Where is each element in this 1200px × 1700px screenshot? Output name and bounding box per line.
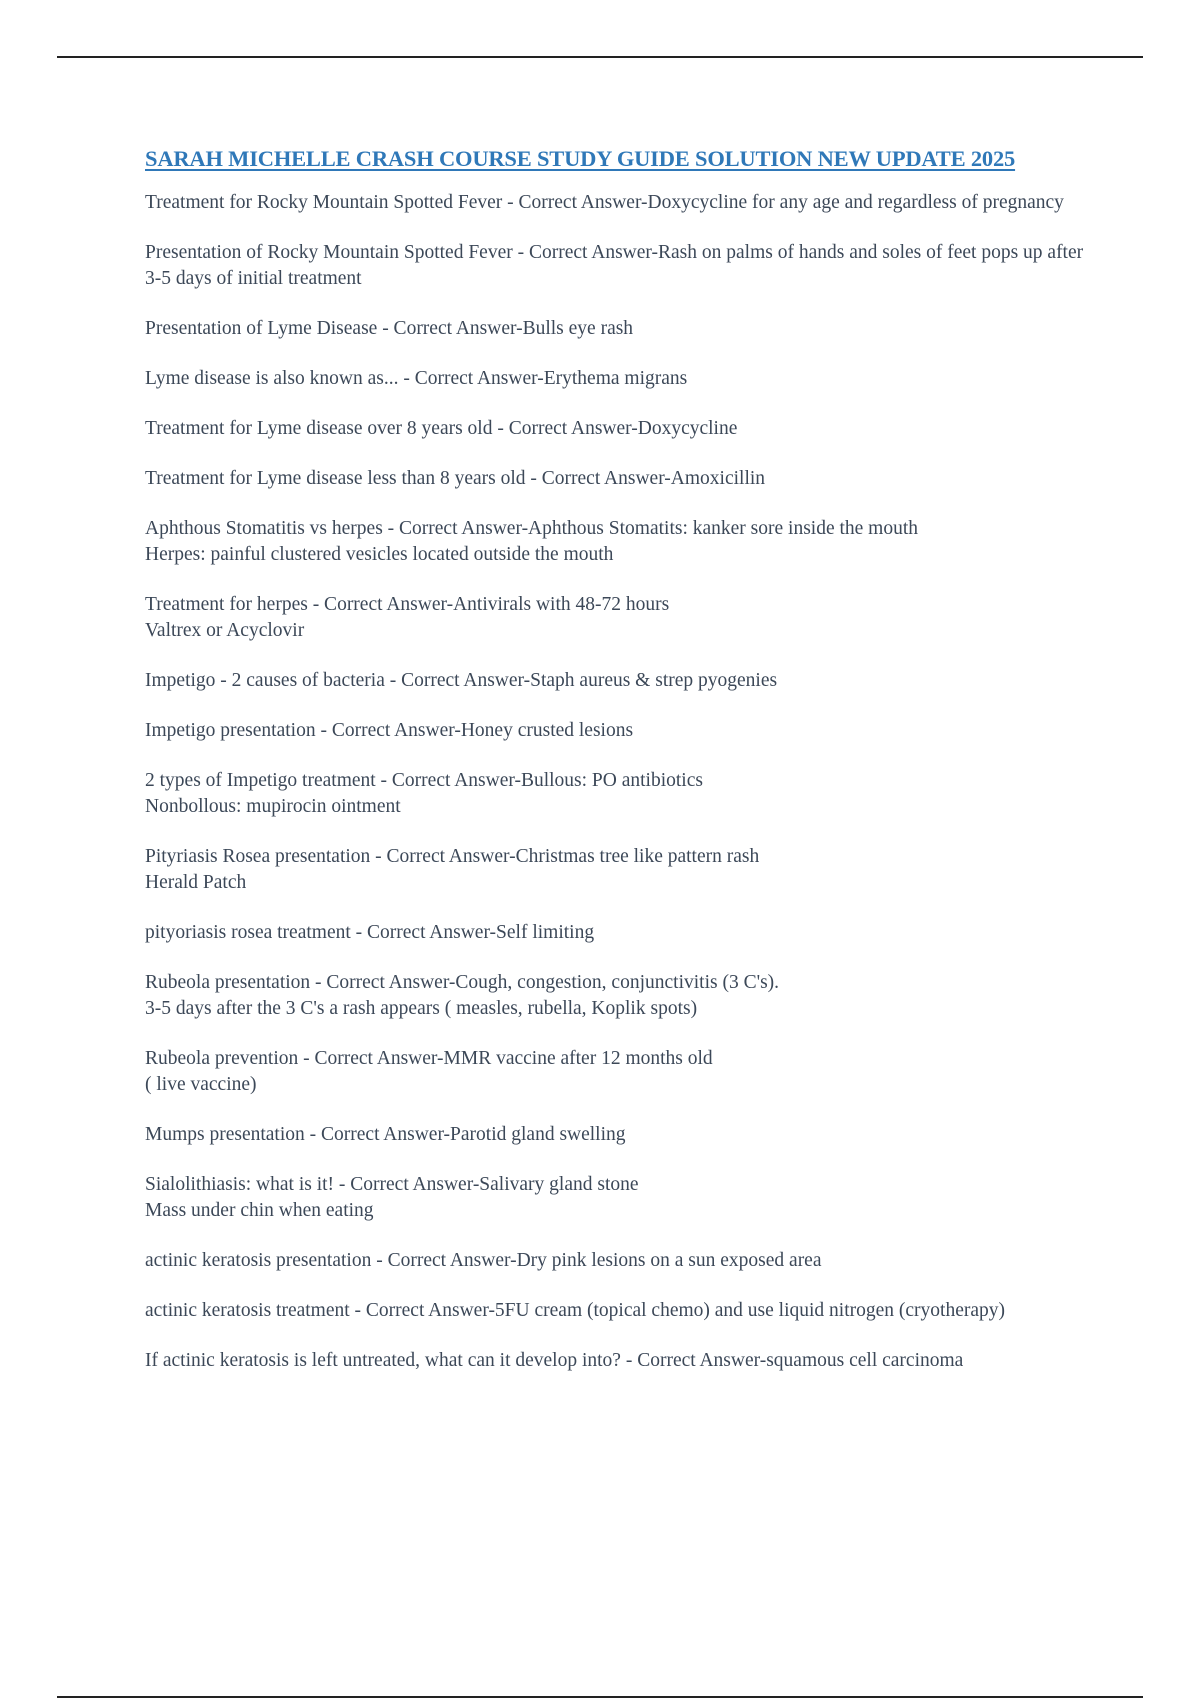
qa-item [145,1348,1088,1374]
qa-text: Treatment for Lyme disease over 8 years old - Correct Answer-Doxycycline [145,418,738,439]
qa-text: If actinic keratosis is left untreated, what can it develop into? - Correct Answer-squamous cell carcinoma [145,1350,964,1371]
qa-text-continued: Herpes: painful clustered vesicles located outside the mouth [145,544,614,565]
qa-text: Impetigo presentation - Correct Answer-Honey crusted lesions [145,720,634,741]
qa-text: Pityriasis Rosea presentation - Correct Answer-Christmas tree like pattern rash [145,846,760,867]
qa-text: Mumps presentation - Correct Answer-Parotid gland swelling [145,1124,626,1145]
qa-item [145,240,1088,292]
document-body [145,144,1088,1398]
qa-item [145,1172,1088,1224]
qa-list [145,190,1088,1374]
qa-item [145,768,1088,820]
header-rule [57,56,1143,58]
qa-item [145,718,1088,744]
footer-rule [57,1696,1143,1698]
qa-item [145,668,1088,694]
qa-item [145,920,1088,946]
qa-text: Presentation of Lyme Disease - Correct Answer-Bulls eye rash [145,318,634,339]
qa-item [145,844,1088,896]
qa-item [145,316,1088,342]
qa-text: actinic keratosis presentation - Correct Answer-Dry pink lesions on a sun exposed area [145,1250,822,1271]
qa-item [145,416,1088,442]
qa-text-continued: Nonbollous: mupirocin ointment [145,796,401,817]
qa-text-continued: ( live vaccine) [145,1074,257,1095]
qa-item [145,1046,1088,1098]
qa-item [145,1248,1088,1274]
qa-text: Impetigo - 2 causes of bacteria - Correct Answer-Staph aureus & strep pyogenies [145,670,778,691]
qa-text: Aphthous Stomatitis vs herpes - Correct Answer-Aphthous Stomatits: kanker sore inside the mouth [145,518,919,539]
qa-text-continued: Herald Patch [145,872,247,893]
qa-text: Treatment for herpes - Correct Answer-Antivirals with 48-72 hours [145,594,670,615]
document-title: SARAH MICHELLE CRASH COURSE STUDY GUIDE SOLUTION NEW UPDATE 2025 [145,146,1016,171]
qa-item [145,516,1088,568]
qa-text: Rubeola presentation - Correct Answer-Cough, congestion, conjunctivitis (3 C's). [145,972,780,993]
qa-text: Treatment for Rocky Mountain Spotted Fever - Correct Answer-Doxycycline for any age and regardless of pregnancy [145,192,1064,213]
qa-item [145,366,1088,392]
qa-item [145,970,1088,1022]
qa-text: Lyme disease is also known as... - Correct Answer-Erythema migrans [145,368,688,389]
qa-text-continued: Valtrex or Acyclovir [145,620,305,641]
qa-item [145,466,1088,492]
qa-text: Presentation of Rocky Mountain Spotted Fever - Correct Answer-Rash on palms of hands and soles of feet pops up after 3-5 days of initial treatment [145,242,1084,289]
qa-item [145,592,1088,644]
qa-item [145,1298,1088,1324]
qa-text: Sialolithiasis: what is it! - Correct Answer-Salivary gland stone [145,1174,639,1195]
qa-text-continued: Mass under chin when eating [145,1200,374,1221]
qa-item [145,1122,1088,1148]
qa-text: actinic keratosis treatment - Correct Answer-5FU cream (topical chemo) and use liquid nitrogen (cryotherapy) [145,1300,1006,1321]
qa-text: pityoriasis rosea treatment - Correct Answer-Self limiting [145,922,595,943]
qa-item [145,190,1088,216]
qa-text-continued: 3-5 days after the 3 C's a rash appears ( measles, rubella, Koplik spots) [145,998,698,1019]
qa-text: Rubeola prevention - Correct Answer-MMR vaccine after 12 months old [145,1048,713,1069]
qa-text: Treatment for Lyme disease less than 8 years old - Correct Answer-Amoxicillin [145,468,766,489]
qa-text: 2 types of Impetigo treatment - Correct Answer-Bullous: PO antibiotics [145,770,703,791]
